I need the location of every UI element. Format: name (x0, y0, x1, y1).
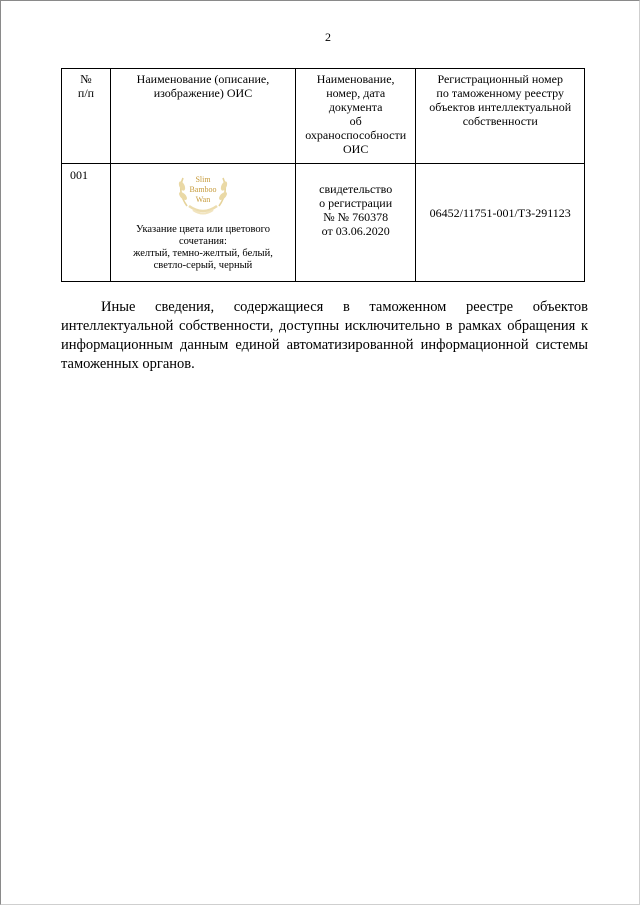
color-note-line: светло-серый, черный (153, 260, 253, 271)
header-document-line: номер, дата (326, 86, 386, 100)
header-document-line: об (349, 114, 362, 128)
document-line: № № 760378 (323, 210, 389, 224)
body-paragraph: Иные сведения, содержащиеся в таможенном реестре объектов интеллектуальной собственности, доступны исключительно в рамках обращения к информационным данным единой автоматизированной информационной системы таможенных органов. (61, 299, 588, 372)
logo-line: Wan (195, 195, 211, 204)
header-registry-line: объектов интеллектуальной (429, 100, 572, 114)
color-note-line: Указание цвета или цветового (135, 224, 270, 235)
row-number: 001 (62, 164, 111, 282)
header-name-line: изображение) ОИС (153, 86, 253, 100)
header-number (62, 69, 111, 164)
table-row (62, 164, 585, 282)
header-number-line: п/п (77, 86, 95, 100)
header-registry-line: Регистрационный номер (437, 72, 563, 86)
registry-number-cell: 06452/11751-001/ТЗ-291123 (416, 164, 585, 282)
logo-line: Bamboo (189, 185, 217, 194)
header-document (295, 69, 416, 164)
document-line: свидетельство (319, 182, 393, 196)
header-name-line: Наименование (описание, (136, 72, 270, 86)
header-registry-line: по таможенному реестру (436, 86, 565, 100)
document-line: от 03.06.2020 (321, 224, 390, 238)
header-name (111, 69, 296, 164)
trademark-logo (113, 168, 293, 218)
header-number-line: № (80, 72, 92, 86)
document-cell (295, 164, 416, 282)
header-document-line: ОИС (343, 142, 369, 156)
color-note (113, 224, 293, 272)
trademark-cell (111, 164, 296, 282)
document-line: о регистрации (319, 196, 393, 210)
header-registry-number (416, 69, 585, 164)
logo-line: Slim (195, 175, 211, 184)
color-note-line: сочетания: (178, 236, 227, 247)
table-header-row (62, 69, 585, 164)
ois-table (61, 68, 585, 282)
header-registry-line: собственности (462, 114, 538, 128)
header-document-line: Наименование, (316, 72, 395, 86)
page-number: 2 (325, 30, 331, 44)
header-document-line: документа (328, 100, 383, 114)
color-note-line: желтый, темно-желтый, белый, (133, 248, 273, 259)
slim-bamboo-wan-logo-icon (173, 168, 233, 218)
header-document-line: охраноспособности (305, 128, 407, 142)
